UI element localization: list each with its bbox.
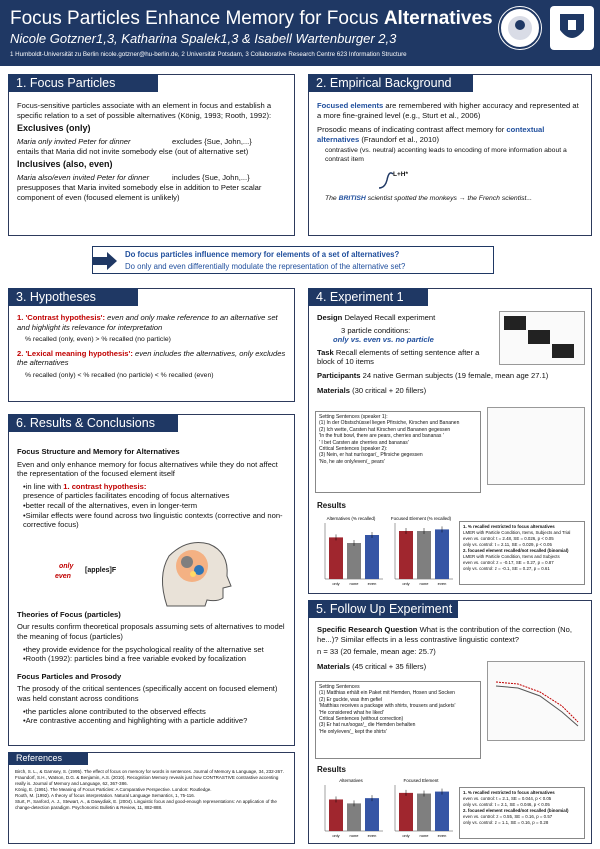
results-line: only vs. control: z = -0.1, SE = 0.27, p = 0.61	[463, 566, 550, 571]
reference-item: Fraundorf, S.H., Watson, D.G. & Benjamin, A.S. (2010). Recognition Memory reveals just how CONTRASTIVE contrastive accenting really is. Journal of Memory and Language, 62, 367-386.	[15, 775, 279, 786]
chart-title: Focused Element (% recalled)	[390, 516, 452, 521]
results-line: even vs. control: z = -0.17, SE = 0.27, p = 0.87	[463, 560, 554, 565]
s2-tone-label: L+H*	[393, 170, 408, 178]
chart-bar	[365, 535, 379, 579]
s6-p1: Even and only enhance memory for focus alternatives while they do not affect the representation of the focused element itself	[17, 459, 278, 479]
s5-question-label: Specific Research Question	[317, 625, 418, 634]
s6-p2: Our results confirm theoretical proposals assuming sets of alternatives to model the meaning of focus (particles)	[17, 622, 285, 641]
s1-intro: Focus-sensitive particles associate with an element in focus and establish a specific relation to a set of possible alternatives (König, 1993; Rooth, 1992):	[17, 101, 272, 120]
s4-task-text: Recall elements of setting sentence after a block of 10 items	[317, 347, 480, 367]
s1-exclusive-set: excludes {Sue, John,...}	[172, 136, 252, 146]
s6-b1-rest: presence of particles facilitates encoding of focus alternatives	[23, 491, 230, 501]
procedure-figure	[499, 311, 585, 365]
s1-exclusives-title: Exclusives (only)	[17, 123, 91, 134]
section-heading: 1. Focus Particles	[8, 74, 158, 92]
chart-category-label: none	[419, 581, 429, 586]
research-question-banner	[92, 246, 494, 274]
s5-n-text: n = 33 (20 female, mean age: 25.7)	[317, 647, 436, 657]
chart-title: Alternatives (% recalled)	[326, 516, 376, 521]
results-line: LMER with Particle Condition, Items, Subjects and Trial	[463, 530, 571, 535]
chart-category-label: only	[402, 833, 410, 838]
materials-line: 'In the fruit bowl, there are pears, cherries and bananas '	[319, 433, 444, 440]
s3-h2-prediction: % recalled (only) < % recalled (no particle) < % recalled (even)	[25, 371, 214, 379]
section-experiment-1	[308, 288, 592, 594]
s6-bullet-6: • the particles alone contributed to the observed effects	[23, 707, 286, 717]
title-prefix: Focus Particles Enhance Memory for Focus	[10, 8, 384, 29]
materials-line: (2) Er guckte, was ihm gefiel	[319, 696, 383, 703]
section-hypotheses	[8, 288, 295, 402]
chart-bar	[417, 794, 431, 831]
s2-example-british: BRITISH	[338, 194, 366, 202]
materials-line: 'Matthias receives a package with shirts, trousers and jackets'	[319, 703, 456, 710]
materials-line: ' I bet Carsten ate cherries and bananas'	[319, 439, 409, 446]
chart-category-label: only	[402, 581, 410, 586]
arrow-right-icon: →	[458, 194, 466, 202]
s6-bullet-1	[23, 482, 286, 501]
s6-bullet-3: • Similar effects were found across two linguistic contexts (corrective and non-corrective focus)	[23, 511, 286, 530]
chart-category-label: none	[419, 833, 429, 838]
s6-fig-only: only	[59, 562, 74, 570]
s2-p1-rest: are remembered with higher accuracy and represented at a more fine-grained level (e.g., Sturt et al., 2006)	[317, 101, 579, 120]
section-heading: 5. Follow Up Experiment	[308, 600, 458, 618]
s5-question-text: What is the contribution of the correction (No, he...)? Similar effects in a less contrastive linguistic context?	[317, 625, 572, 644]
section-heading: 4. Experiment 1	[308, 288, 428, 306]
s4-materials-box	[315, 411, 481, 493]
chart-bar	[399, 531, 413, 579]
s5-materials-label: Materials	[317, 661, 350, 671]
materials-line: Critical Sentences (without correction)	[319, 716, 404, 723]
s6-bullet-7: • Are contrastive accenting and highlighting with a particle additive?	[23, 716, 286, 726]
chart-category-label: only	[332, 833, 340, 838]
s6-fig-apples: [apples]F	[85, 566, 117, 574]
s6-b1-strong: 1. contrast hypothesis:	[63, 481, 147, 491]
section-empirical-background	[308, 74, 592, 236]
poster-header	[0, 0, 600, 66]
s4-bar-chart-svg	[317, 513, 457, 589]
chart-category-label: only	[332, 581, 340, 586]
s5-line-plot	[487, 661, 585, 741]
materials-line: Setting Sentences	[319, 684, 360, 690]
s2-p3: contrastive (vs. neutral) accenting leads to encoding of more information about a contrast item	[325, 147, 567, 163]
materials-line: (2) Ich wette, Carsten hat Kirschen und Bananen gegessen	[319, 426, 451, 433]
s2-p2-lead: Prosodic means of indicating contrast affect memory for	[317, 125, 507, 135]
section-results-conclusions	[8, 414, 295, 746]
section-focus-particles	[8, 74, 295, 236]
results-line: only vs. control: t = 2.11, SE = 0.029, p < 0.05	[463, 542, 552, 547]
s6-sub3: Focus Particles and Prosody	[17, 671, 122, 681]
chart-bar	[365, 798, 379, 831]
chart-bar	[347, 543, 361, 579]
results-line: 1. % recalled restricted to focus alternatives	[463, 790, 555, 795]
materials-line: (1) Matthias erhält ein Paket mit Hemden, Hosen und Socken	[319, 690, 455, 697]
s6-b1-lead: in line with	[25, 481, 64, 491]
s2-example-a: The	[325, 194, 339, 202]
reference-item: Birch, S. L., & Garnsey, S. (1995). The effect of focus on memory for words in sentences. Journal of Memory & Language, 34, 232-267.	[15, 769, 284, 774]
s2-example-b: scientist spotted the monkeys	[365, 194, 457, 202]
s3-h2-text: even includes the alternatives, only excludes the alternatives	[17, 348, 286, 368]
question-line-2: Do only and even differentially modulate the representation of the alternative set?	[125, 262, 406, 271]
chart-category-label: none	[349, 581, 359, 586]
s3-h1-title: 1. 'Contrast hypothesis':	[17, 313, 105, 322]
s3-h1-text: even and only make reference to an alternative set and highlight its relevance for interpretation	[17, 313, 278, 332]
s2-contextual-alternatives: contextual alternatives	[317, 125, 545, 144]
s6-brain-figure	[17, 530, 286, 610]
university-crest-logo	[550, 6, 594, 50]
chart-category-label: even	[437, 833, 447, 838]
s4-design-conditions-list: only vs. even vs. no particle	[333, 335, 434, 345]
title-strong: Alternatives	[383, 8, 493, 29]
materials-line: 'He only/even/_ kept the shirts'	[319, 728, 387, 735]
section-follow-up-experiment	[308, 600, 592, 844]
chart-bar	[347, 803, 361, 831]
s5-bar-chart-svg	[317, 775, 457, 841]
poster-authors: Nicole Gotzner1,3, Katharina Spalek1,3 & Isabell Wartenburger 2,3	[10, 31, 397, 46]
results-line: 2. focused element recalled/not recalled (binomial)	[463, 808, 569, 813]
arrow-right-icon	[91, 250, 119, 272]
s1-exclusive-entailment: entails that Maria did not invite somebody else (out of alternative set)	[17, 146, 249, 156]
poster-title	[10, 8, 493, 30]
chart-category-label: even	[367, 581, 377, 586]
reference-item: Rooth, M. (1992). A theory of focus interpretation. Natural Language Semantics, 1, 75-116.	[15, 793, 196, 798]
s1-inclusive-example: Maria also/even invited Peter for dinner	[17, 172, 150, 182]
chart-bar	[329, 537, 343, 579]
s6-fig-even: even	[55, 572, 71, 580]
chart-bar	[399, 793, 413, 831]
s6-bullet-2: • better recall of the alternatives, even in longer-term	[23, 501, 286, 511]
s2-example	[325, 194, 532, 204]
chart-bar	[435, 792, 449, 831]
materials-line: Setting Sentences (speaker 1):	[319, 414, 388, 420]
s4-results-box	[459, 521, 585, 585]
s4-results-list	[463, 524, 581, 572]
s2-focused-elements: Focused elements	[317, 101, 384, 110]
results-line: 2. focused element recalled/not recalled (binomial)	[463, 548, 569, 553]
s1-exclusive-example: Maria only invited Peter for dinner	[17, 136, 131, 146]
s4-bar-charts	[317, 513, 457, 589]
s1-inclusives-title: Inclusives (also, even)	[17, 159, 113, 170]
chart-bar	[329, 799, 343, 831]
s3-h1-prediction: % recalled (only, even) > % recalled (no particle)	[25, 336, 171, 344]
section-references	[8, 752, 295, 844]
s5-materials-text: (45 critical + 35 fillers)	[352, 661, 427, 671]
materials-line: (3) Nein, er hat nur/sogar/_ Pfirsiche gegessen	[319, 452, 423, 459]
s4-design-conditions: 3 particle conditions:	[341, 325, 411, 335]
s5-results-label: Results	[317, 765, 346, 774]
s4-materials-list	[319, 414, 477, 465]
chart-category-label: none	[349, 833, 359, 838]
s2-p2-rest: (Fraundorf et al., 2010)	[359, 134, 439, 144]
s6-bullet-4: • they provide evidence for the psychological reality of the alternative set	[23, 645, 286, 655]
s1-inclusive-presupposition: presupposes that Maria invited somebody else in addition to Peter scalar component of even (focused element is unlikely)	[17, 182, 262, 202]
s6-sub1: Focus Structure and Memory for Alternatives	[17, 447, 180, 456]
results-line: even vs. control: t = 2.1, SE = 0.044, p < 0.05	[463, 796, 552, 801]
results-line: 1. % recalled restricted to focus alternatives	[463, 524, 555, 529]
section-heading: 2. Empirical Background	[308, 74, 473, 92]
chart-category-label: even	[437, 581, 447, 586]
materials-line: 'He considered what he liked'	[319, 709, 384, 716]
s6-bullet-5: • Rooth (1992): particles bind a free variable evoked by focalization	[23, 654, 286, 664]
results-line: even vs. control: t = 2.48, SE = 0.026, p < 0.05	[463, 536, 554, 541]
chart-bar	[435, 529, 449, 579]
s4-results-label: Results	[317, 501, 346, 510]
s6-sub2: Theories of Focus (particles)	[17, 609, 121, 619]
section-heading: 3. Hypotheses	[8, 288, 138, 306]
s4-materials-text: (30 critical + 20 fillers)	[352, 385, 427, 395]
chart-category-label: even	[367, 833, 377, 838]
s3-h2-title: 2. 'Lexical meaning hypothesis':	[17, 348, 133, 358]
s5-materials-list	[319, 684, 477, 735]
reference-item: Sturt, P., Sanford, A. J., Stewart, A., & Dawydiak, E. (2004). Linguistic focus and good-enough representations: An application of the change-detection paradigm. Psychonomic Bulletin & Review, 11, 882-888.	[15, 799, 277, 810]
s4-materials-label: Materials	[317, 385, 350, 395]
references-list	[15, 769, 288, 811]
section-heading: 6. Results & Conclusions	[8, 414, 178, 432]
head-brain-icon	[147, 536, 247, 608]
materials-line: 'No, he ate only/even/_ pears'	[319, 458, 385, 465]
s4-participants-text: 24 native German subjects (19 female, mean age 27.1)	[362, 370, 549, 380]
s5-results-list	[463, 790, 581, 826]
s2-example-c: the French scientist...	[467, 194, 533, 202]
reference-item: König, E. (1991). The Meaning of Focus Particles: A Comparative Perspective. London: Routledge.	[15, 787, 212, 792]
results-line: only vs. control: t = 2.1, SE = 0.046, p < 0.05	[463, 802, 550, 807]
materials-line: (1) In der Obstschüssel liegen Pfirsiche, Kirschen und Bananen	[319, 420, 460, 427]
results-line: only vs. control: z = 1.1, SE = 0.16, p = 0.28	[463, 820, 549, 825]
results-line: LMER with Particle Condition, Items and Subjects	[463, 554, 560, 559]
s6-p3: The prosody of the critical sentences (specifically accent on focused element) was held constant across conditions	[17, 684, 278, 703]
s4-participants-label: Participants	[317, 370, 361, 380]
question-line-1: Do focus particles influence memory for elements of a set of alternatives?	[125, 250, 400, 259]
materials-line: (3) Er hat nur/sogar/_ die Hemden behalten	[319, 722, 416, 729]
chart-bar	[417, 531, 431, 579]
section-heading: References	[8, 752, 88, 765]
s5-results-box	[459, 787, 585, 839]
s5-bar-charts	[317, 775, 457, 841]
results-line: even vs. control: z = 0.55, SE = 0.16, p = 0.57	[463, 814, 553, 819]
poster-affiliations: 1 Humboldt-Universität zu Berlin nicole.gotzner@hu-berlin.de, 2 Universität Potsdam, 3 Collaborative Research Centre 623 Information Structure	[10, 51, 407, 58]
materials-line: Critical Sentences (speaker 2):	[319, 446, 388, 453]
s4-line-plot	[487, 407, 585, 485]
university-seal-logo	[498, 6, 542, 50]
s5-materials-box	[315, 681, 481, 759]
s4-design-text: Delayed Recall experiment	[344, 313, 436, 322]
s4-task-label: Task	[317, 347, 334, 357]
s1-inclusive-set: includes {Sue, John,...}	[172, 172, 250, 182]
s4-design-label: Design	[317, 313, 343, 322]
chart-title: Alternatives	[339, 778, 363, 783]
chart-title: Focused Element	[403, 778, 439, 783]
